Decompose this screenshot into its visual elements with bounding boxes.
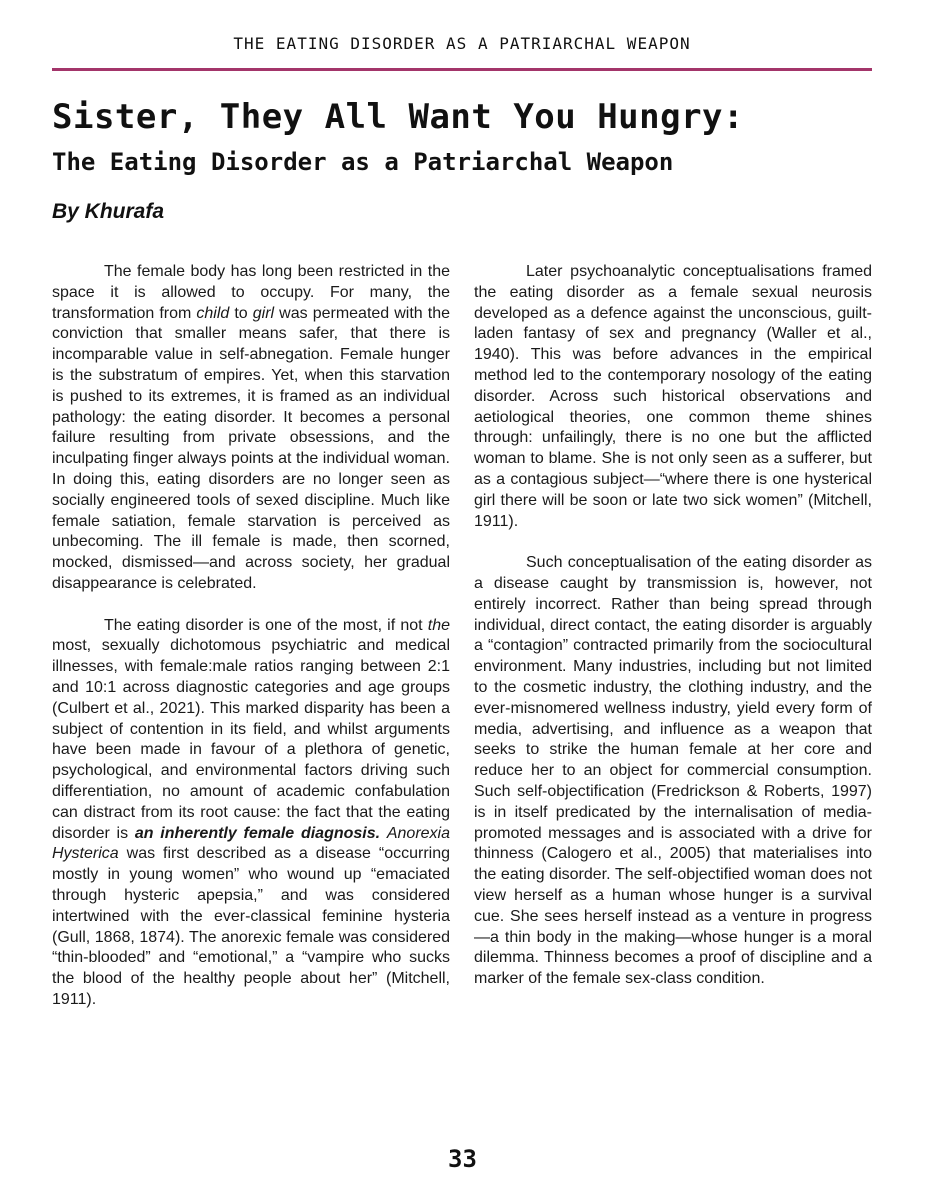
- emphasis: child: [196, 304, 230, 322]
- paragraph: Such conceptualisation of the eating disorder as a disease caught by transmission is, however, not entirely incorrect. Rather than being spread through individual, direct contact, the eating disorder is arguably a “contagion” contracted primarily from the sociocultural environment. Many industries, including but not limited to the cosmetic industry, the clothing industry, and the ever-misnomered wellness industry, yield every form of media, advertising, and influence as a weapon that seeks to strike the human female at her core and reduce her to an object for commercial consumption. Such self-objectification (Fredrickson & Roberts, 1997) is in itself predicated by the internalisation of media-promoted messages and is associated with a drive for thinness (Calogero et al., 2005) that materialises into the eating disorder. The self-objectified woman does not view herself as a human whose hunger is a survival cue. She sees herself instead as a venture in progress—a thin body in the making—whose hunger is a moral dilemma. Thinness becomes a proof of discipline and a marker of the female sex-class condition.: [474, 554, 872, 988]
- paragraph: The female body has long been restricted in the space it is allowed to occupy. For many, the transformation from child to girl was permeated with the conviction that smaller means safer, that there is incomparable value in self-abnegation. Female hunger is the substratum of empires. Yet, when this starvation is pushed to its extremes, it is framed as an individual pathology: the eating disorder. It becomes a personal failure resulting from private obsessions, and the inculpating finger always points at the individual woman. In doing this, eating disorders are no longer seen as socially engineered tools of sexed discipline. Much like female satiation, female starvation is perceived as unbecoming. The ill female is made, then scorned, mocked, dismissed—and across society, her gradual disappearance is celebrated.: [52, 263, 450, 592]
- emphasis: the: [427, 616, 450, 634]
- page-number: 33: [448, 1145, 477, 1173]
- byline: By Khurafa: [52, 200, 165, 223]
- article-title: Sister, They All Want You Hungry:: [52, 97, 745, 137]
- emphasis: Anorexia Hysterica: [52, 824, 451, 863]
- right-column: [474, 262, 872, 990]
- header-rule: [52, 68, 872, 71]
- emphasis: girl: [252, 304, 275, 322]
- article-subtitle: The Eating Disorder as a Patriarchal Weapon: [52, 148, 674, 176]
- paragraph: Later psychoanalytic conceptualisations framed the eating disorder as a female sexual neurosis developed as a defence against the unconscious, guilt-laden fantasy of sex and pregnancy (Waller et al., 1940). This was before advances in the empirical method led to the contemporary nosology of the eating disorder. Across such historical observations and aetiological theories, one common theme shines through: unfailingly, there is no one but the afflicted woman to blame. She is not only seen as a sufferer, but as a contagious subject—“where there is one hysterical girl there will be soon or late two sick women” (Mitchell, 1911).: [474, 263, 872, 530]
- strong-emphasis: an inherently female diagnosis.: [134, 824, 381, 842]
- left-column: [52, 262, 450, 1011]
- running-header: THE EATING DISORDER AS A PATRIARCHAL WEAPON: [233, 34, 691, 53]
- paragraph: The eating disorder is one of the most, if not the most, sexually dichotomous psychiatric and medical illnesses, with female:male ratios ranging between 2:1 and 10:1 across diagnostic categories and age groups (Culbert et al., 2021). This marked disparity has been a subject of contention in its field, and whilst arguments have been made in favour of a plethora of genetic, psychological, and environmental factors driving such differentiation, no amount of academic confabulation can distract from its root cause: the fact that the eating disorder is an inherently female diagnosis. Anorexia Hysterica was first described as a disease “occurring mostly in young women” who wound up “emaciated through hysteric apepsia,” and was considered intertwined with the ever-classical feminine hysteria (Gull, 1868, 1874). The anorexic female was considered “thin-blooded” and “emotional,” a “vampire who sucks the blood of the healthy people about her” (Mitchell, 1911).: [52, 616, 451, 1008]
